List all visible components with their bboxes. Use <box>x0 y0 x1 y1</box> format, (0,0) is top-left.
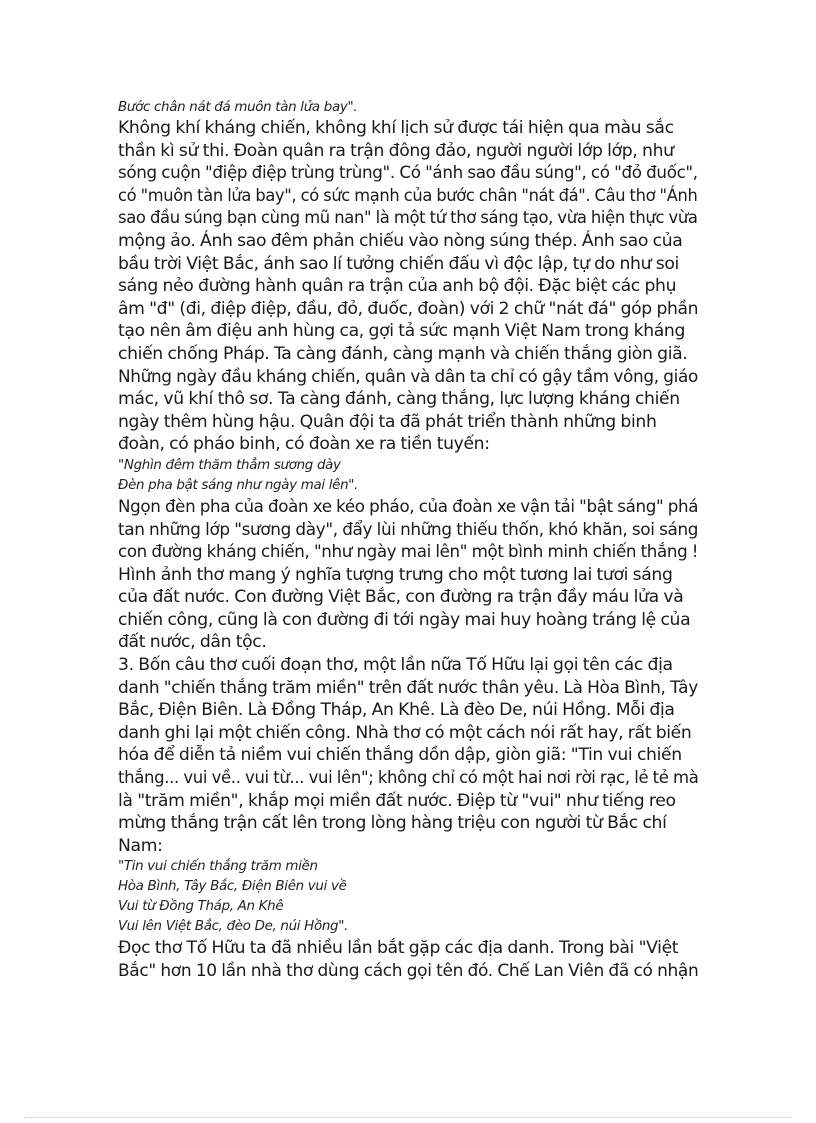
text-line: mộng ảo. Ánh sao đêm phản chiếu vào nòng súng thép. Ánh sao của <box>118 230 683 251</box>
verse-line: Đèn pha bật sáng như ngày mai lên". <box>118 477 359 493</box>
text-line: Bắc, Điện Biên. Là Đồng Tháp, An Khê. Là đèo De, núi Hồng. Mỗi địa <box>118 700 675 721</box>
text-line: Ngọn đèn pha của đoàn xe kéo pháo, của đoàn xe vận tải "bật sáng" phá <box>118 496 699 517</box>
text-line: Bắc" hơn 10 lần nhà thơ dùng cách gọi tên đó. Chế Lan Viên đã có nhận <box>118 961 699 981</box>
verse-line: "Tin vui chiến thắng trăm miền <box>118 859 318 875</box>
text-line: ngày thêm hùng hậu. Quân đội ta đã phát triển thành những binh <box>118 411 657 432</box>
text-line: sáng nẻo đường hành quân ra trận của anh bộ đội. Đặc biệt các phụ <box>118 276 677 297</box>
text-line: bầu trời Việt Bắc, ánh sao lí tưởng chiến đấu vì độc lập, tự do như soi <box>118 253 679 274</box>
text-line: sóng cuộn "điệp điệp trùng trùng". Có "ánh sao đầu súng", có "đỏ đuốc", <box>118 163 698 184</box>
verse-line: Vui từ Đồng Tháp, An Khê <box>118 899 284 915</box>
text-line: danh ghi lại một chiến công. Nhà thơ có một cách nói rất hay, rất biến <box>118 722 692 743</box>
text-line: tan những lớp "sương dày", đẩy lùi những thiếu thốn, khó khăn, soi sáng <box>118 519 699 540</box>
text-line: mừng thắng trận cất lên trong lòng hàng triệu con người từ Bắc chí <box>118 813 667 834</box>
text-line: Không khí kháng chiến, không khí lịch sử được tái hiện qua màu sắc <box>118 118 674 138</box>
text-line: đoàn, có pháo binh, có đoàn xe ra tiền tuyến: <box>118 434 490 455</box>
text-line: là "trăm miền", khắp mọi miền đất nước. Điệp từ "vui" như tiếng reo <box>118 790 676 811</box>
verse-line: Bước chân nát đá muôn tàn lửa bay". <box>118 100 358 115</box>
text-line: 3. Bốn câu thơ cuối đoạn thơ, một lần nữa Tố Hữu lại gọi tên các địa <box>118 655 673 676</box>
verse-line: Hòa Bình, Tây Bắc, Điện Biên vui về <box>118 879 347 895</box>
text-line: chiến công, cũng là con đường đi tới ngày mai huy hoàng tráng lệ của <box>118 609 691 630</box>
text-line: mác, vũ khí thô sơ. Ta càng đánh, càng thắng, lực lượng kháng chiến <box>118 389 680 410</box>
text-line: âm "đ" (đi, điệp điệp, đầu, đỏ, đuốc, đoàn) với 2 chữ "nát đá" góp phần <box>118 298 699 319</box>
verse-line: Vui lên Việt Bắc, đèo De, núi Hồng". <box>118 919 349 935</box>
text-line: chiến chống Pháp. Ta càng đánh, càng mạnh và chiến thắng giòn giã. <box>118 343 688 364</box>
text-line: thắng... vui về.. vui từ... vui lên"; không chỉ có một hai nơi rời rạc, lẻ tẻ mà <box>118 768 699 789</box>
text-line: hóa để diễn tả niềm vui chiến thắng dồn dập, giòn giã: "Tin vui chiến <box>118 745 682 766</box>
text-line: đất nước, dân tộc. <box>118 632 267 653</box>
document-page <box>118 98 698 983</box>
text-line: danh "chiến thắng trăm miền" trên đất nước thân yêu. Là Hòa Bình, Tây <box>118 677 698 698</box>
text-line: Hình ảnh thơ mang ý nghĩa tượng trưng cho một tương lai tươi sáng <box>118 564 673 585</box>
text-line: Những ngày đầu kháng chiến, quân và dân ta chỉ có gậy tầm vông, giáo <box>118 366 698 387</box>
text-line: Đọc thơ Tố Hữu ta đã nhiều lần bắt gặp các địa danh. Trong bài "Việt <box>118 938 679 959</box>
text-line: có "muôn tàn lửa bay", có sức mạnh của bước chân "nát đá". Câu thơ "Ánh <box>118 185 698 206</box>
text-line: Nam: <box>118 835 163 856</box>
text-line: con đường kháng chiến, "như ngày mai lên" một bình minh chiến thắng ! <box>118 542 699 563</box>
text-line: của đất nước. Con đường Việt Bắc, con đường ra trận đầy máu lửa và <box>118 587 684 608</box>
text-line: tạo nên âm điệu anh hùng ca, gợi tả sức mạnh Việt Nam trong kháng <box>118 321 686 342</box>
text-line: sao đầu súng bạn cùng mũ nan" là một tứ thơ sáng tạo, vừa hiện thực vừa <box>118 208 698 229</box>
verse-line: "Nghìn đêm thăm thẳm sương dày <box>118 457 341 473</box>
page-bottom-divider <box>24 1117 792 1118</box>
text-line: thần kì sử thi. Đoàn quân ra trận đông đảo, người người lớp lớp, như <box>118 140 674 161</box>
